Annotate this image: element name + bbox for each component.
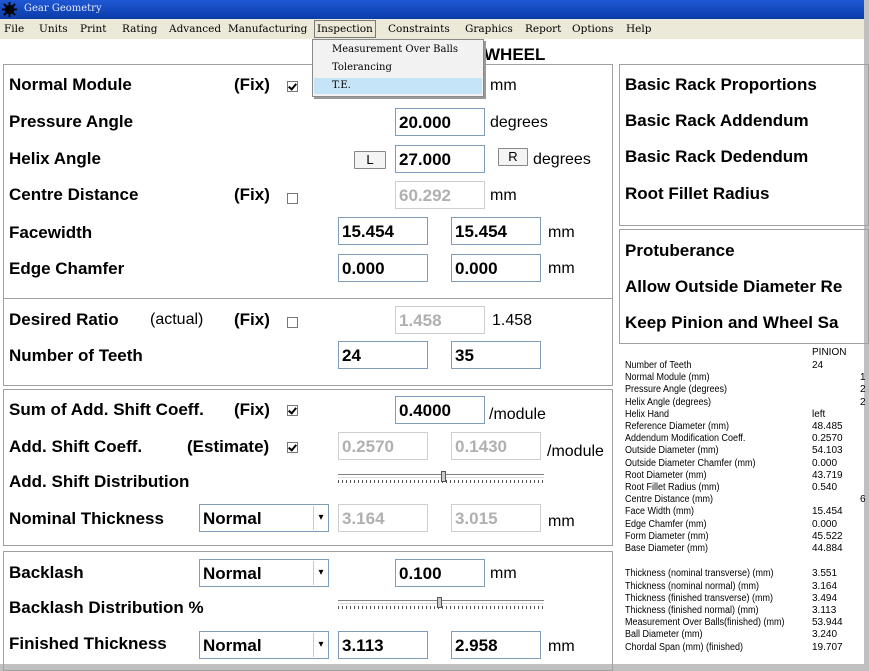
shift-distribution-slider[interactable] [338,471,544,485]
tolerancing-item[interactable]: Tolerancing [332,62,392,73]
results-row-label: Thickness (nominal normal) (mm) [625,580,760,592]
add-shift-estimate-checkbox[interactable] [287,442,298,453]
add-shift-unit: /module [547,443,604,460]
centre-distance-unit: mm [490,187,517,204]
pressure-angle-input[interactable]: 20.000 [395,108,485,136]
results-row-label: Thickness (nominal transverse) (mm) [625,568,774,580]
allow-outside-diameter-option[interactable]: Allow Outside Diameter Re [625,277,843,296]
centre-distance-input[interactable]: 60.292 [395,181,485,209]
basic-rack-proportions-button[interactable]: Basic Rack Proportions [625,75,817,94]
wheel-heading: WHEEL [484,45,546,64]
results-row-label: Face Width (mm) [625,506,695,518]
add-shift-pinion-input[interactable]: 0.2570 [338,432,428,460]
normal-module-unit: mm [490,77,517,94]
backlash-slider-thumb[interactable] [437,597,442,608]
helix-right-hand-button[interactable]: R [498,148,528,166]
results-row-pinion-value: 0.000 [812,518,838,530]
menu-rating[interactable]: Rating [122,23,158,35]
results-row-label: Form Diameter (mm) [625,530,709,542]
menu-report[interactable]: Report [525,23,562,35]
results-row-pinion-value: left [812,408,826,420]
nominal-thickness-select[interactable] [199,504,329,532]
facewidth-unit: mm [548,224,575,241]
results-row-label: Measurement Over Balls(finished) (mm) [625,617,785,629]
finished-thickness-wheel-input[interactable]: 2.958 [451,631,541,659]
sum-shift-fix-label: (Fix) [234,400,270,419]
sum-shift-unit: /module [489,406,546,423]
results-row-wheel-value: 2 [860,384,866,396]
te-item[interactable]: T.E. [314,78,482,94]
menu-help[interactable]: Help [626,23,652,35]
backlash-label: Backlash [9,563,84,582]
window-title: Gear Geometry [24,3,102,14]
teeth-wheel-input[interactable]: 35 [451,341,541,369]
menu-graphics[interactable]: Graphics [465,23,513,35]
results-row-pinion-value: 54.103 [812,445,843,457]
results-row-label: Pressure Angle (degrees) [625,384,728,396]
helix-angle-label: Helix Angle [9,149,101,168]
finished-thickness-select[interactable] [199,631,329,659]
centre-distance-fix-checkbox[interactable] [287,193,298,204]
menu-inspection[interactable]: Inspection [314,20,376,38]
pressure-angle-label: Pressure Angle [9,112,134,131]
menu-advanced[interactable]: Advanced [169,23,222,35]
edge-chamfer-pinion-input[interactable]: 0.000 [338,254,428,282]
results-row-pinion-value: 3.113 [812,605,837,616]
nominal-thickness-label: Nominal Thickness [9,509,164,528]
inspection-dropdown [312,39,484,97]
backlash-dist-label: Backlash Distribution % [9,598,204,617]
results-row-pinion-value: 3.240 [812,629,838,641]
finished-thickness-pinion-input[interactable]: 3.113 [338,631,428,659]
shift-slider-thumb[interactable] [441,471,446,482]
menu-print[interactable]: Print [80,23,107,35]
facewidth-wheel-input[interactable]: 15.454 [451,217,541,245]
desired-ratio-fix-checkbox[interactable] [287,317,298,328]
results-row-pinion-value: 3.164 [812,580,838,592]
backlash-select-value: Normal [203,564,262,583]
finished-thickness-unit: mm [548,638,575,655]
results-row-pinion-value: 53.944 [812,617,843,629]
menu-options[interactable]: Options [572,23,614,35]
menu-units[interactable]: Units [39,23,68,35]
results-pinion-header: PINION [812,347,847,358]
menu-constraints[interactable]: Constraints [388,23,450,35]
facewidth-pinion-input[interactable]: 15.454 [338,217,428,245]
results-row-label: Edge Chamfer (mm) [625,518,707,530]
results-row-label: Root Diameter (mm) [625,469,707,481]
backlash-select[interactable] [199,559,329,587]
results-row-label: Ball Diameter (mm) [625,629,703,641]
gear-app-icon [2,2,17,17]
results-row-label: Thickness (finished normal) (mm) [625,605,759,616]
finished-thickness-select-value: Normal [203,636,262,655]
results-row-label: Outside Diameter (mm) [625,445,719,457]
results-row-pinion-value: 3.551 [812,568,838,580]
pressure-angle-unit: degrees [490,114,548,131]
keep-pinion-wheel-option[interactable]: Keep Pinion and Wheel Sa [625,313,839,332]
measurement-over-balls-item[interactable]: Measurement Over Balls [332,44,458,55]
menu-file[interactable]: File [4,23,25,35]
results-row-label: Addendum Modification Coeff. [625,433,746,445]
sum-shift-fix-checkbox[interactable] [287,405,298,416]
actual-ratio-value: 1.458 [492,312,533,329]
results-row-pinion-value: 45.522 [812,530,843,542]
results-row-label: Thickness (finished transverse) (mm) [625,592,774,604]
results-row-label: Centre Distance (mm) [625,494,714,506]
results-row-pinion-value: 48.485 [812,421,843,432]
desired-ratio-input[interactable]: 1.458 [395,306,485,334]
backlash-distribution-slider[interactable] [338,597,544,611]
results-row-pinion-value: 15.454 [812,506,843,518]
add-shift-wheel-input[interactable]: 0.1430 [451,432,541,460]
nominal-thickness-wheel-input[interactable]: 3.015 [451,504,541,532]
results-row-label: Outside Diameter Chamfer (mm) [625,457,756,469]
results-row-wheel-value: 2 [860,396,866,408]
sum-shift-label: Sum of Add. Shift Coeff. [9,400,204,419]
normal-module-label: Normal Module [9,75,132,94]
desired-ratio-fix-label: (Fix) [234,310,270,329]
root-fillet-radius-button[interactable]: Root Fillet Radius [625,184,770,203]
results-row-pinion-value: 19.707 [812,641,843,653]
results-row-label: Normal Module (mm) [625,372,710,384]
basic-rack-addendum-button[interactable]: Basic Rack Addendum [625,111,809,130]
results-row-pinion-value: 0.540 [812,482,838,493]
nominal-thickness-select-value: Normal [203,509,262,528]
sum-shift-input[interactable]: 0.4000 [395,396,485,424]
add-shift-estimate-label: (Estimate) [187,437,270,456]
normal-module-fix-label: (Fix) [234,75,270,94]
teeth-label: Number of Teeth [9,346,143,365]
edge-chamfer-wheel-input[interactable]: 0.000 [451,254,541,282]
title-bar [0,0,864,19]
centre-distance-fix-label: (Fix) [234,185,270,204]
helix-angle-unit: degrees [533,151,591,168]
facewidth-label: Facewidth [9,223,93,242]
results-row-pinion-value: 24 [812,360,824,371]
chevron-down-icon[interactable]: ▾ [313,561,328,585]
backlash-unit: mm [490,565,517,582]
centre-distance-label: Centre Distance [9,185,139,204]
desired-ratio-label: Desired Ratio [9,310,119,329]
results-row-label: Root Fillet Radius (mm) [625,482,720,493]
results-row-label: Reference Diameter (mm) [625,421,730,432]
protuberance-button[interactable]: Protuberance [625,241,735,260]
results-row-pinion-value: 0.2570 [812,433,843,445]
results-row-pinion-value: 3.494 [812,592,838,604]
edge-chamfer-label: Edge Chamfer [9,259,125,278]
helix-angle-input[interactable]: 27.000 [395,145,485,173]
results-row-label: Base Diameter (mm) [625,543,709,554]
add-shift-label: Add. Shift Coeff. [9,437,143,456]
desired-ratio-actual-label: (actual) [150,311,204,328]
results-panel [620,344,864,664]
results-row-label: Helix Angle (degrees) [625,396,712,408]
menu-manufacturing[interactable]: Manufacturing [228,23,308,35]
helix-left-hand-button[interactable]: L [354,151,386,169]
nominal-thickness-pinion-input[interactable]: 3.164 [338,504,428,532]
normal-module-fix-checkbox[interactable] [287,81,298,92]
results-row-label: Number of Teeth [625,360,692,371]
finished-thickness-label: Finished Thickness [9,634,167,653]
results-row-wheel-value: 1 [860,372,866,384]
chevron-down-icon[interactable]: ▾ [313,506,328,530]
backlash-input[interactable]: 0.100 [395,559,485,587]
results-row-pinion-value: 43.719 [812,469,843,481]
results-row-label: Chordal Span (mm) (finished) [625,641,744,653]
nominal-thickness-unit: mm [548,513,575,530]
teeth-pinion-input[interactable]: 24 [338,341,428,369]
results-row-wheel-value: 6 [860,494,866,506]
results-row-label: Helix Hand [625,408,670,420]
chevron-down-icon[interactable]: ▾ [313,633,328,657]
basic-rack-dedendum-button[interactable]: Basic Rack Dedendum [625,147,809,166]
shift-dist-label: Add. Shift Distribution [9,472,190,491]
edge-chamfer-unit: mm [548,260,575,277]
results-row-pinion-value: 0.000 [812,457,838,469]
results-row-pinion-value: 44.884 [812,543,843,554]
menu-bar [0,19,864,39]
